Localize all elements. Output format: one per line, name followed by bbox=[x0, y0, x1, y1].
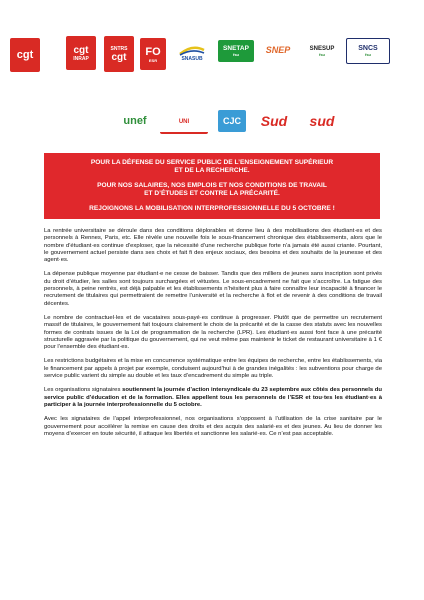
logo-snesup-text: SNESUP bbox=[309, 45, 335, 52]
logo-cgt-text: cgt bbox=[16, 49, 34, 61]
logo-unef bbox=[118, 112, 152, 130]
logo-snesup bbox=[304, 40, 340, 62]
logo-cjc-text: CJC bbox=[222, 116, 241, 126]
logo-sud-etudiant bbox=[256, 108, 292, 134]
logo-snasub-text: SNASUB bbox=[181, 56, 203, 62]
logo-fo-sub: ESR bbox=[148, 57, 158, 63]
paragraph-6: Avec les signataires de l’appel interprofessionnel, nos organisations s’opposent à l’utilisation de la crise sanitaire par le gouvernement pour accélérer la remise en cause des droits et des acquis des salarié·es et des jeunes. Au lieu de donner les moyens d’exercer en toute sécurité, il attaque les libertés et sanctionne les salarié·es. Ce n’est pas acceptable. bbox=[44, 416, 382, 437]
logo-cgt-sntrs bbox=[104, 36, 134, 72]
logo-sncs-sub: fsu bbox=[365, 52, 371, 57]
banner-line-2a: POUR NOS SALAIRES, NOS EMPLOIS ET NOS CONDITIONS DE TRAVAIL bbox=[97, 182, 327, 189]
logo-cgt-sntrs-sub: SNTRS bbox=[110, 45, 128, 52]
logo-cjc bbox=[218, 110, 246, 132]
body-text bbox=[44, 228, 382, 445]
snasub-swoosh-icon bbox=[178, 44, 206, 56]
logo-cgt bbox=[10, 38, 40, 72]
logo-sud-etudiant-text: Sud bbox=[260, 113, 288, 129]
paragraph-5-bold: soutiennent la journée d’action intersyndicale du 23 septembre aux côtés des personnels du service public d’éducation et de la formation. Elles appellent tous les personnels de l’ESR et tou·tes les étudiant·es à participer à la journée interprofessionnelle du 5 octobre. bbox=[44, 387, 382, 408]
paragraph-5 bbox=[44, 387, 382, 409]
slogan-banner bbox=[44, 153, 380, 219]
banner-line-1a: POUR LA DÉFENSE DU SERVICE PUBLIC DE L’ENSEIGNEMENT SUPÉRIEUR bbox=[90, 159, 334, 166]
banner-line-3: REJOIGNONS LA MOBILISATION INTERPROFESSIONNELLE DU 5 OCTOBRE ! bbox=[89, 205, 335, 212]
paragraph-2: La dépense publique moyenne par étudiant·e ne cesse de baisser. Tandis que des milliers de jeunes sans inscription sont privés du droit d’étudier, les salles sont toujours surchargées et vétustes. Le sous-encadrement ne fait que s’accroître. La fatigue des personnels, à peine rentrés, est déjà palpable et les établissements n’hésitent plus à faire connaître leur incapacité à financer le recrutement de titulaires qui permettraient de remettre l’université et la recherche à flot et de revenir à des conditions de travail décentes. bbox=[44, 271, 382, 307]
logo-unef-text: unef bbox=[123, 115, 147, 127]
logo-cgt-inrap-text: cgt bbox=[73, 44, 89, 56]
paragraph-5-lead: Les organisations signataires bbox=[44, 387, 123, 394]
logo-snetap bbox=[218, 40, 254, 62]
logo-sncs bbox=[346, 38, 390, 64]
logo-cgt-sntrs-text: cgt bbox=[111, 51, 127, 63]
logo-sncs-text: SNCS bbox=[358, 45, 378, 52]
logo-uni-sud-text: UNI bbox=[178, 119, 190, 125]
logo-sud-education-text: sud bbox=[309, 113, 335, 129]
banner-line-2b: ET D’ÉTUDES ET CONTRE LA PRÉCARITÉ. bbox=[144, 190, 280, 197]
paragraph-3: Le nombre de contractuel·les et de vacataires sous-payé·es continue à progresser. Plutôt que de permettre un recrutement massif de titulaires, le gouvernement fait toujours clairement le choix de la précarité et de la casse des statuts avec les nouvelles formes de contrats issues de la Loi de programmation de la recherche (LPR). Les étudiant·es aussi font face à une précarité structurelle aggravée par la politique du gouvernement, qui ne veut même pas maintenir le ticket de restaurant universitaire à 1 € pour l’ensemble des étudiant·es. bbox=[44, 314, 382, 351]
logo-fo-text: FO bbox=[145, 45, 161, 58]
logo-uni-sud bbox=[160, 112, 208, 134]
logo-snetap-text: SNETAP bbox=[223, 45, 249, 52]
logo-cgt-inrap bbox=[66, 36, 96, 70]
paragraph-4: Les restrictions budgétaires et la mise en concurrence systématique entre les équipes de recherche, entre les établissements, via le financement par appels à projet par exemple, conduisent aujourd’hui à de grandes inégalités : les subventions pour charge de service public varient du simple au double et les taux d’encadrement du simple au triple. bbox=[44, 358, 382, 380]
logo-snesup-sub: fsu bbox=[319, 51, 325, 57]
logo-fo-esr bbox=[140, 38, 166, 70]
logo-cgt-inrap-sub: INRAP bbox=[73, 55, 89, 62]
logo-snasub bbox=[172, 40, 212, 66]
logo-snetap-sub: fsu bbox=[233, 52, 239, 57]
banner-line-1b: ET DE LA RECHERCHE. bbox=[174, 167, 250, 174]
logo-snep-text: SNEP bbox=[265, 45, 291, 55]
paragraph-1: La rentrée universitaire se déroule dans des conditions déplorables et donne lieu à des mobilisations des étudiant·es et des personnels à Rennes, Paris, etc. Elle révèle une nouvelle fois le sous-financement chronique des établissements, alors que le nombre d’étudiant·es continue d’exploser, que la nécessité d’une recherche publique forte n’a jamais été aussi criante. Pourtant, le gouvernement actuel persiste dans ses choix et fait fi des enjeux sociaux, des besoins et des souhaits de la jeunesse et des agent·es. bbox=[44, 228, 382, 264]
logo-sud-education bbox=[304, 108, 340, 134]
logo-snep bbox=[258, 40, 298, 60]
